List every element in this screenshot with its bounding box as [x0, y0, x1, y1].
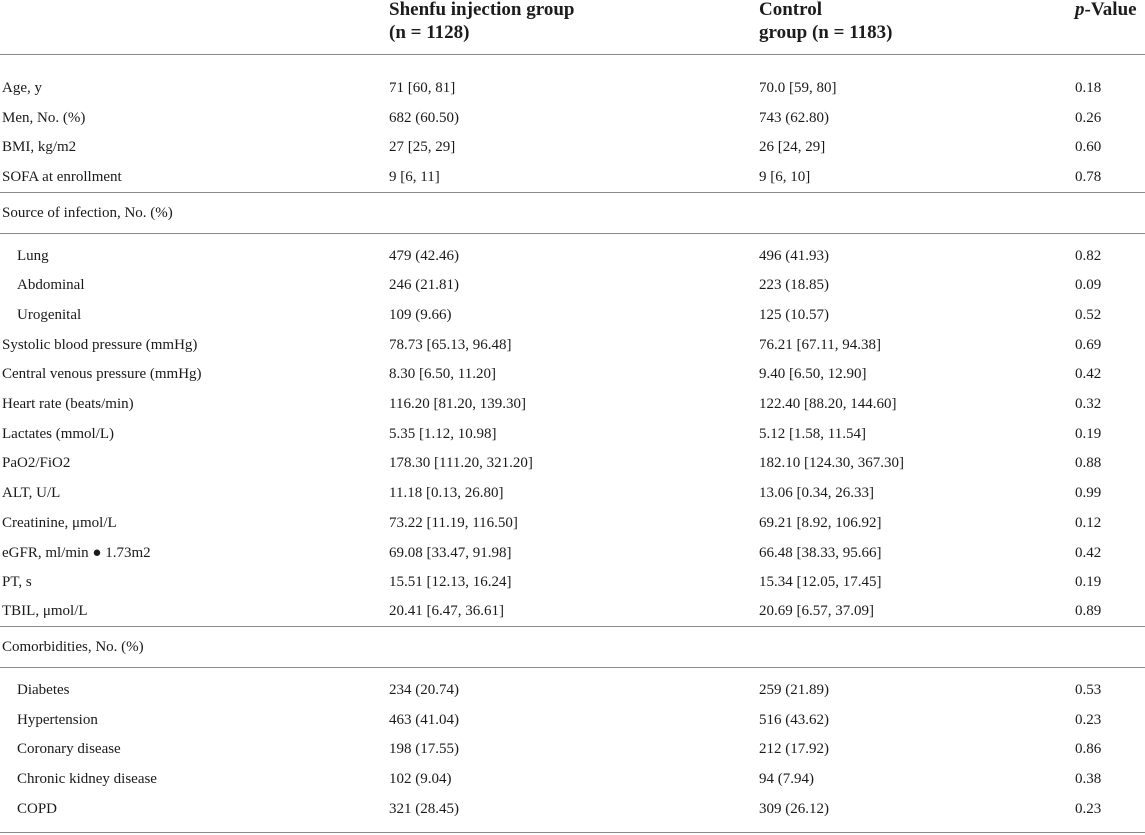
- shenfu-value: 27 [25, 29]: [389, 139, 456, 156]
- row-label: Coronary disease: [17, 741, 121, 758]
- header-shenfu-group: [389, 0, 574, 44]
- row-label: Creatinine, μmol/L: [2, 514, 117, 531]
- shenfu-value: 116.20 [81.20, 139.30]: [389, 396, 526, 412]
- control-value: 13.06 [0.34, 26.33]: [759, 485, 874, 502]
- table-row: [0, 676, 1145, 706]
- control-value: 20.69 [6.57, 37.09]: [759, 603, 874, 619]
- table-row: [0, 509, 1145, 539]
- header-control-line2: group (n = 1183): [759, 22, 893, 43]
- shenfu-value: 9 [6, 11]: [389, 169, 440, 186]
- table-row: [0, 597, 1145, 627]
- p-value: 0.42: [1075, 366, 1102, 383]
- row-label: Hypertension: [17, 711, 98, 728]
- control-value: 5.12 [1.58, 11.54]: [759, 425, 866, 442]
- row-label: SOFA at enrollment: [2, 169, 122, 186]
- row-label: Systolic blood pressure (mmHg): [2, 336, 198, 353]
- header-control-group: [759, 0, 892, 44]
- table-row: [0, 735, 1145, 765]
- row-label: TBIL, μmol/L: [2, 603, 88, 619]
- table-row: [0, 479, 1145, 509]
- shenfu-value: 246 (21.81): [389, 277, 459, 294]
- shenfu-value: 463 (41.04): [389, 711, 459, 728]
- shenfu-value: 20.41 [6.47, 36.61]: [389, 603, 504, 619]
- shenfu-value: 8.30 [6.50, 11.20]: [389, 366, 496, 383]
- control-value: 182.10 [124.30, 367.30]: [759, 455, 904, 472]
- table-row: [0, 301, 1145, 331]
- table-row: [0, 331, 1145, 361]
- control-value: 76.21 [67.11, 94.38]: [759, 336, 881, 353]
- table-row: [0, 449, 1145, 479]
- header-pvalue-p: p: [1075, 0, 1085, 20]
- p-value: 0.52: [1075, 306, 1102, 323]
- row-label: Central venous pressure (mmHg): [2, 366, 202, 383]
- p-value: 0.78: [1075, 169, 1102, 186]
- p-value: 0.18: [1075, 80, 1102, 96]
- row-label: Chronic kidney disease: [17, 770, 157, 787]
- row-label: PaO2/FiO2: [2, 455, 71, 472]
- table-row: [0, 360, 1145, 390]
- p-value: 0.69: [1075, 336, 1102, 353]
- p-value: 0.53: [1075, 681, 1102, 698]
- shenfu-value: 479 (42.46): [389, 247, 459, 264]
- control-value: 69.21 [8.92, 106.92]: [759, 514, 882, 531]
- p-value: 0.09: [1075, 277, 1102, 294]
- table-row: [0, 539, 1145, 569]
- header-shenfu-line2: (n = 1128): [389, 22, 470, 43]
- control-value: 212 (17.92): [759, 741, 829, 758]
- shenfu-value: 11.18 [0.13, 26.80]: [389, 485, 504, 502]
- shenfu-value: 321 (28.45): [389, 800, 459, 817]
- control-value: 223 (18.85): [759, 277, 829, 294]
- table-header: [0, 0, 1145, 55]
- control-value: 15.34 [12.05, 17.45]: [759, 574, 882, 591]
- header-control-line1: Control: [759, 0, 822, 20]
- control-value: 259 (21.89): [759, 681, 829, 698]
- control-value: 26 [24, 29]: [759, 139, 826, 156]
- p-value: 0.12: [1075, 514, 1102, 531]
- row-label: Men, No. (%): [2, 109, 86, 126]
- table-row: [0, 568, 1145, 598]
- row-label: Heart rate (beats/min): [2, 396, 134, 412]
- section-label: Source of infection, No. (%): [2, 205, 173, 221]
- shenfu-value: 69.08 [33.47, 91.98]: [389, 544, 512, 561]
- header-pvalue-rest: -Value: [1084, 0, 1137, 20]
- shenfu-value: 73.22 [11.19, 116.50]: [389, 514, 518, 531]
- control-value: 70.0 [59, 80]: [759, 80, 837, 96]
- p-value: 0.19: [1075, 425, 1102, 442]
- table-row: [0, 420, 1145, 450]
- section-comorbidities: [0, 626, 1145, 668]
- p-value: 0.82: [1075, 247, 1102, 264]
- row-label: ALT, U/L: [2, 485, 61, 502]
- p-value: 0.60: [1075, 139, 1102, 156]
- control-value: 496 (41.93): [759, 247, 829, 264]
- p-value: 0.19: [1075, 574, 1102, 591]
- p-value: 0.88: [1075, 455, 1102, 472]
- row-label: Age, y: [2, 80, 42, 96]
- control-value: 516 (43.62): [759, 711, 829, 728]
- section-source-of-infection: [0, 192, 1145, 234]
- table-row: [0, 74, 1145, 104]
- p-value: 0.99: [1075, 485, 1102, 502]
- p-value: 0.89: [1075, 603, 1102, 619]
- shenfu-value: 109 (9.66): [389, 306, 452, 323]
- p-value: 0.42: [1075, 544, 1102, 561]
- table-row: [0, 390, 1145, 420]
- control-value: 9.40 [6.50, 12.90]: [759, 366, 867, 383]
- table-bottom-rule: [0, 832, 1145, 833]
- p-value: 0.23: [1075, 711, 1102, 728]
- row-label: Abdominal: [17, 277, 85, 294]
- table-row: [0, 795, 1145, 825]
- control-value: 66.48 [38.33, 95.66]: [759, 544, 882, 561]
- table-row: [0, 163, 1145, 193]
- p-value: 0.86: [1075, 741, 1102, 758]
- shenfu-value: 5.35 [1.12, 10.98]: [389, 425, 497, 442]
- p-value: 0.38: [1075, 770, 1102, 787]
- row-label: BMI, kg/m2: [2, 139, 77, 156]
- row-label: Urogenital: [17, 306, 82, 323]
- control-value: 9 [6, 10]: [759, 169, 811, 186]
- p-value: 0.32: [1075, 396, 1102, 412]
- shenfu-value: 71 [60, 81]: [389, 80, 456, 96]
- p-value: 0.26: [1075, 109, 1102, 126]
- shenfu-value: 198 (17.55): [389, 741, 459, 758]
- table-row: [0, 133, 1145, 163]
- shenfu-value: 15.51 [12.13, 16.24]: [389, 574, 512, 591]
- shenfu-value: 234 (20.74): [389, 681, 459, 698]
- control-value: 122.40 [88.20, 144.60]: [759, 396, 897, 412]
- table-row: [0, 765, 1145, 795]
- table-row: [0, 242, 1145, 272]
- row-label: Lactates (mmol/L): [2, 425, 115, 442]
- p-value: 0.23: [1075, 800, 1102, 817]
- row-label: Diabetes: [17, 681, 70, 698]
- table-row: [0, 271, 1145, 301]
- shenfu-value: 178.30 [111.20, 321.20]: [389, 455, 533, 472]
- section-label: Comorbidities, No. (%): [2, 639, 144, 655]
- row-label: PT, s: [2, 574, 32, 591]
- shenfu-value: 682 (60.50): [389, 109, 459, 126]
- header-shenfu-line1: Shenfu injection group: [389, 0, 575, 20]
- control-value: 125 (10.57): [759, 306, 829, 323]
- row-label: Lung: [17, 247, 49, 264]
- row-label: eGFR, ml/min ● 1.73m2: [2, 544, 151, 561]
- shenfu-value: 102 (9.04): [389, 770, 452, 787]
- table-row: [0, 104, 1145, 134]
- row-label: COPD: [17, 800, 58, 817]
- shenfu-value: 78.73 [65.13, 96.48]: [389, 336, 512, 353]
- table-row: [0, 706, 1145, 736]
- control-value: 743 (62.80): [759, 109, 829, 126]
- control-value: 94 (7.94): [759, 770, 814, 787]
- header-pvalue: [1075, 0, 1137, 21]
- control-value: 309 (26.12): [759, 800, 829, 817]
